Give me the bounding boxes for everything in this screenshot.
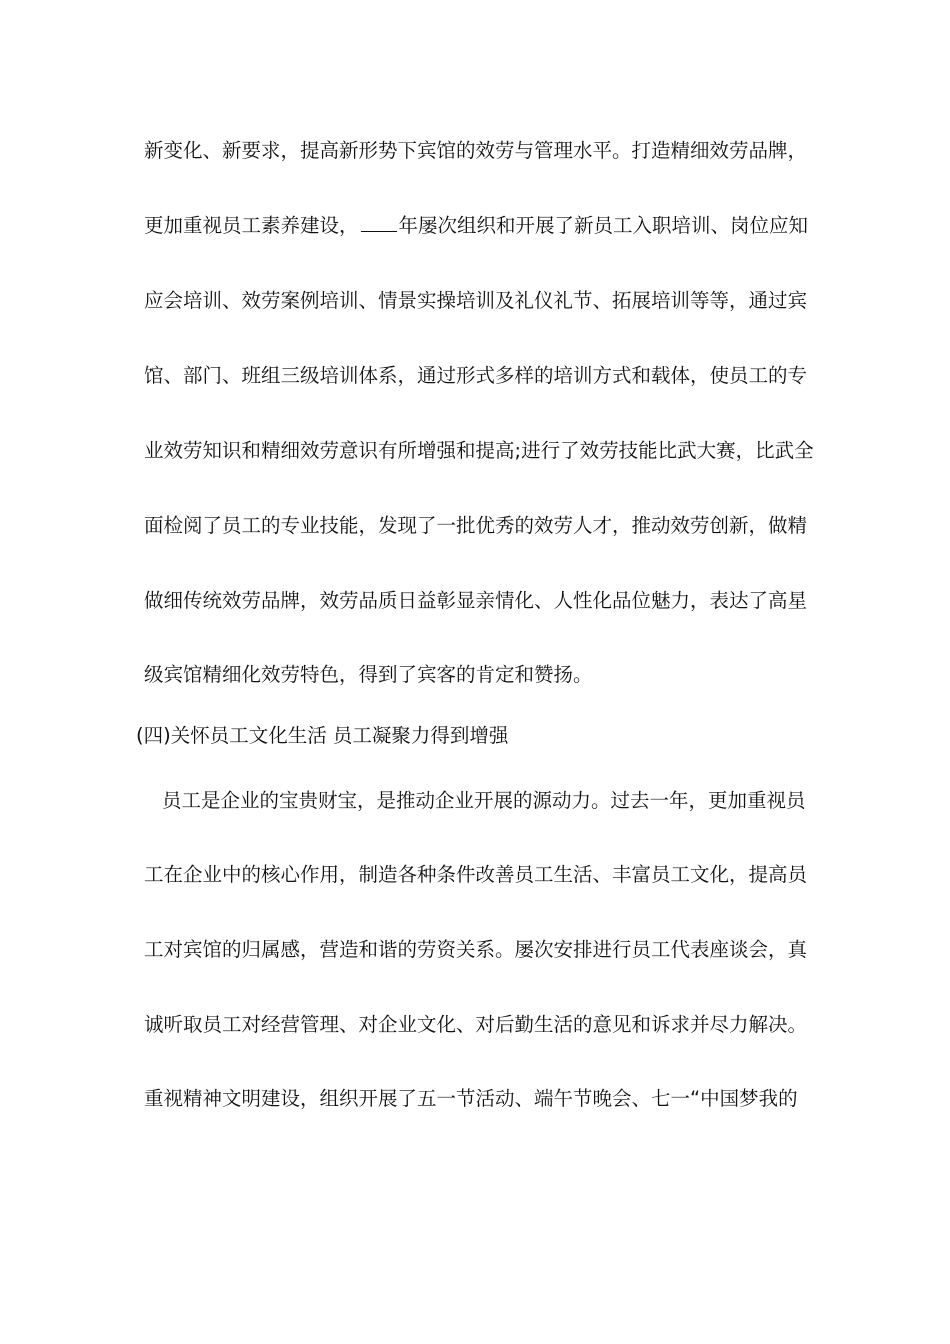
paragraph-line: 面检阅了员工的专业技能，发现了一批优秀的效劳人才，推动效劳创新，做精 xyxy=(144,514,808,537)
paragraph-line: 业效劳知识和精细效劳意识有所增强和提高;进行了效劳技能比武大赛，比武全 xyxy=(144,439,814,462)
paragraph-line: 做细传统效劳品牌，效劳品质日益彰显亲情化、人性化品位魅力，表达了高星 xyxy=(144,589,808,612)
paragraph-line: 工在企业中的核心作用，制造各种条件改善员工生活、丰富员工文化，提高员 xyxy=(144,863,808,886)
section-heading: (四)关怀员工文化生活 员工凝聚力得到增强 xyxy=(136,724,509,747)
fill-in-blank xyxy=(361,211,397,232)
paragraph-line: 级宾馆精细化效劳特色，得到了宾客的肯定和赞扬。 xyxy=(144,663,593,686)
line-text-after-blank: 年屡次组织和开展了新员工入职培训、岗位应知 xyxy=(398,214,809,237)
paragraph-line: 诚听取员工对经营管理、对企业文化、对后勤生活的意见和诉求并尽力解决。 xyxy=(144,1013,808,1036)
paragraph-line: 工对宾馆的归属感，营造和谐的劳资关系。屡次安排进行员工代表座谈会，真 xyxy=(144,938,808,961)
paragraph-line: 员工是企业的宝贵财宝，是推动企业开展的源动力。过去一年，更加重视员 xyxy=(162,789,806,812)
paragraph-line: 新变化、新要求，提高新形势下宾馆的效劳与管理水平。打造精细效劳品牌， xyxy=(144,139,808,162)
paragraph-line: 应会培训、效劳案例培训、情景实操培训及礼仪礼节、拓展培训等等，通过宾 xyxy=(144,289,808,312)
paragraph-line: 馆、部门、班组三级培训体系，通过形式多样的培训方式和载体，使员工的专 xyxy=(144,364,808,387)
line-text-before-blank: 更加重视员工素养建设， xyxy=(144,214,359,237)
paragraph-line: 重视精神文明建设，组织开展了五一节活动、端午节晚会、七一“中国梦我的 xyxy=(144,1087,798,1110)
paragraph-line-with-blank xyxy=(144,211,814,241)
